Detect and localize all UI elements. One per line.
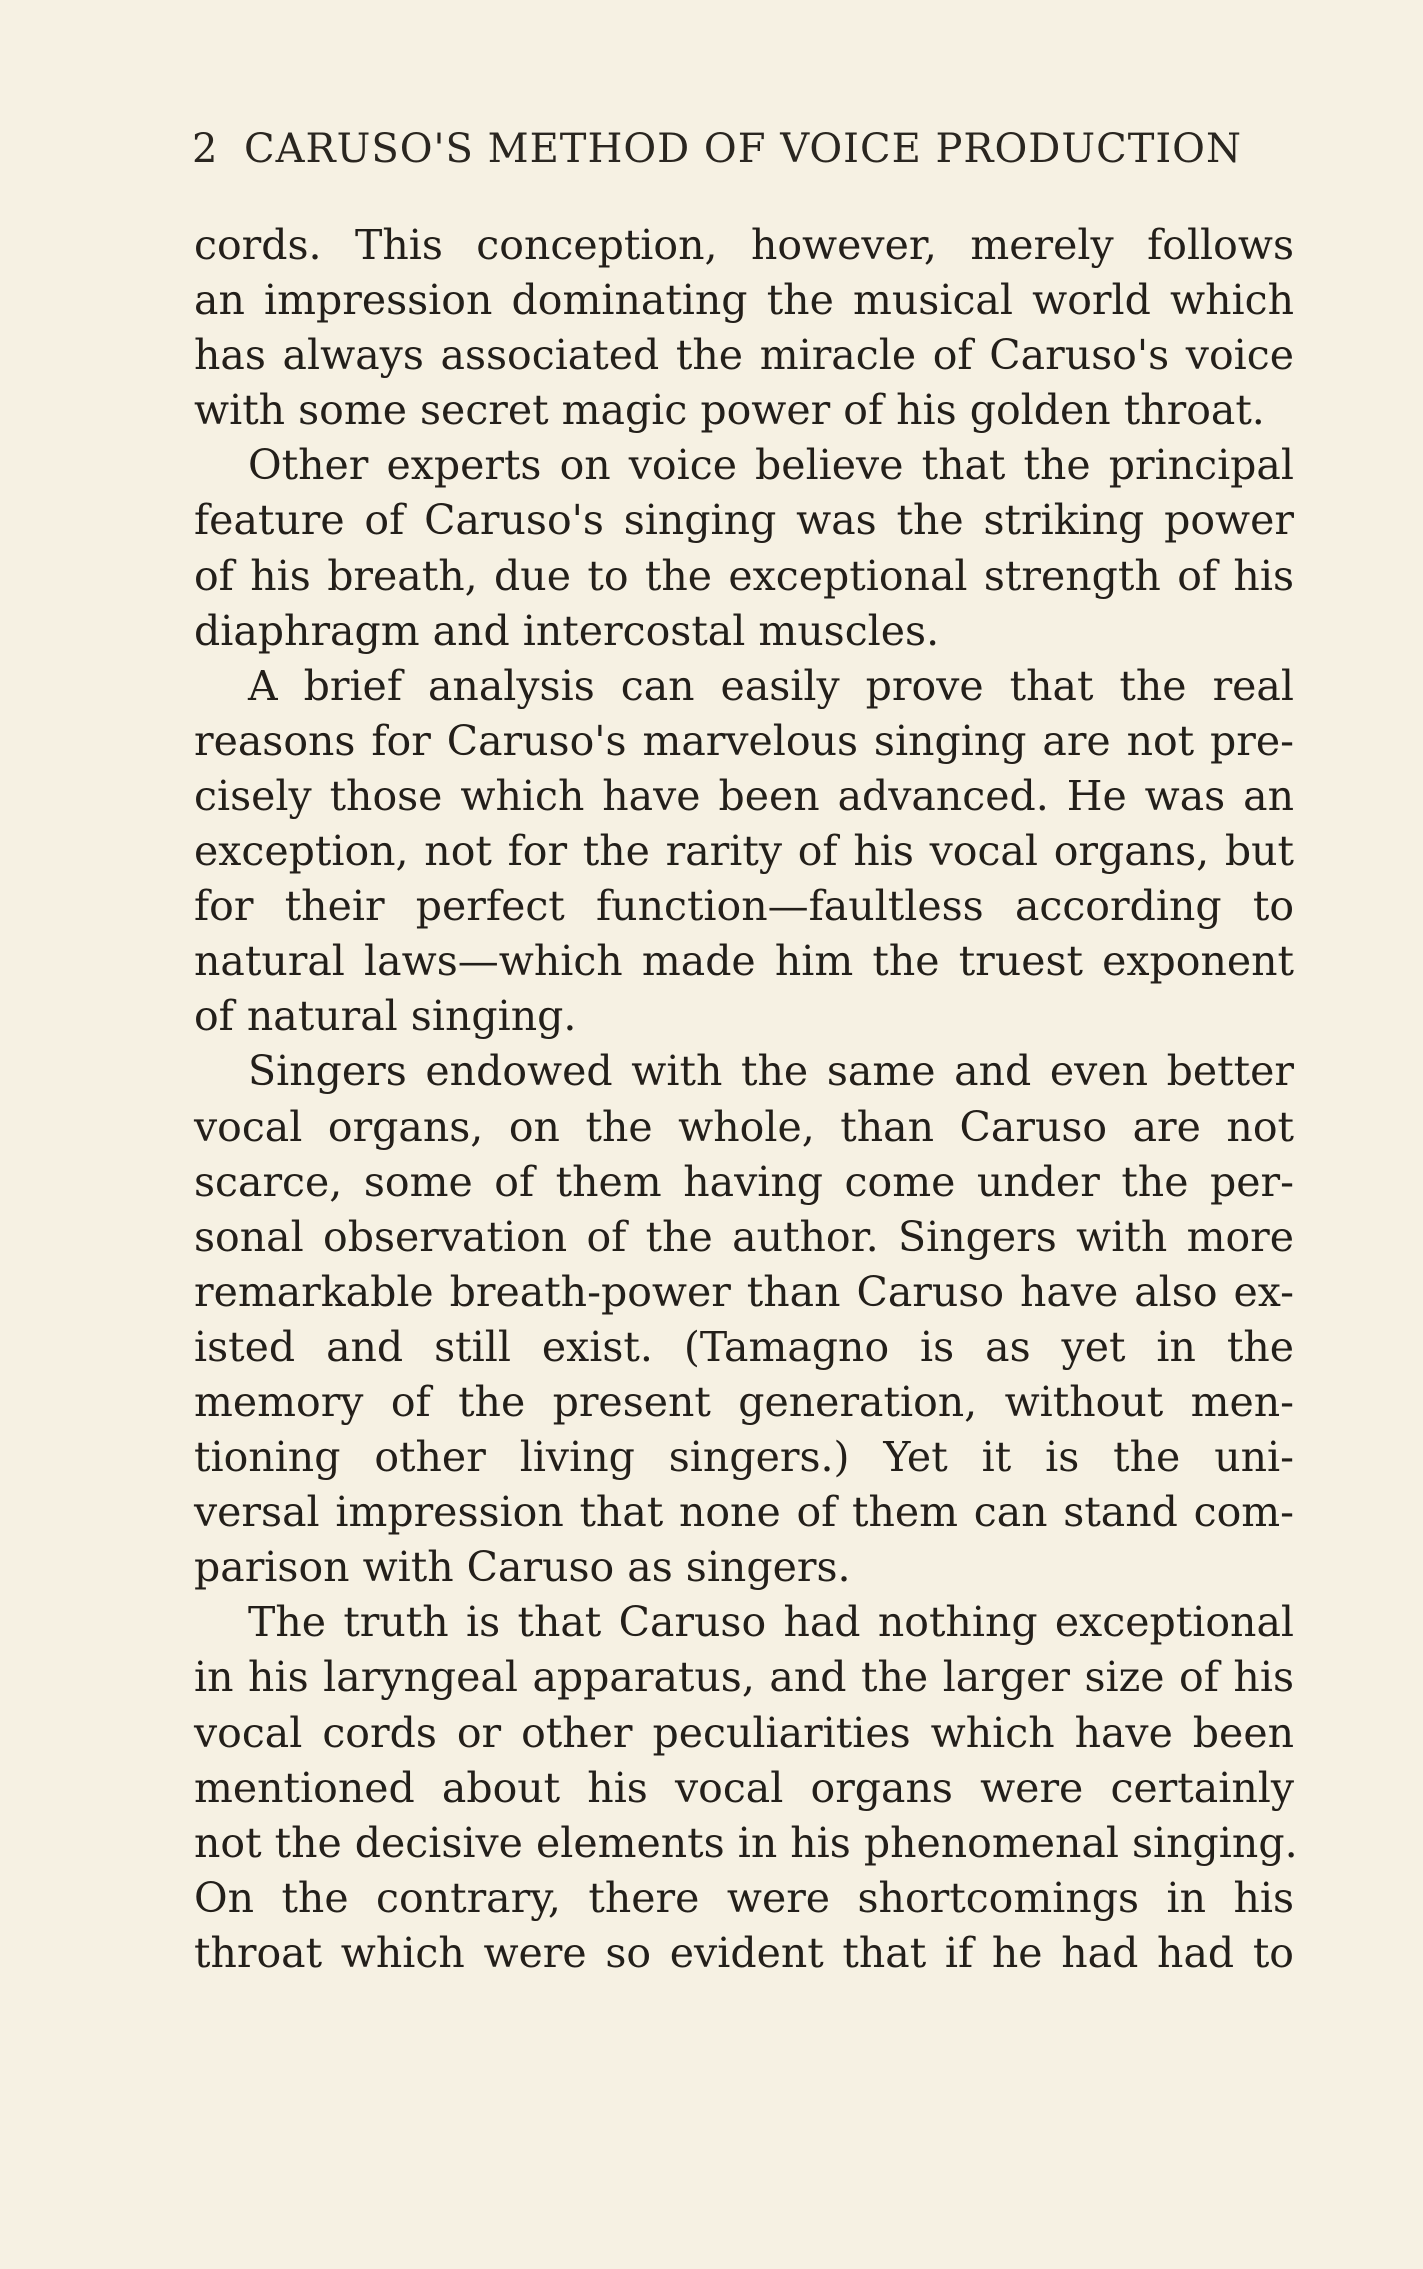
running-title: CARUSO'S METHOD OF VOICE PRODUCTION [244,126,1242,172]
text-line: cords. This conception, however, merely follows [194,221,1294,269]
text-line: throat which were so evident that if he had had to [194,1928,1294,1977]
text-line: Singers endowed with the same and even better [248,1047,1294,1096]
page-number: 2 [192,126,219,172]
body-text [194,218,1298,1981]
text-line: vocal cords or other peculiarities which have been [194,1708,1294,1757]
text-line: exception, not for the rarity of his vocal organs, but [194,827,1294,876]
text-line: parison with Caruso as singers. [194,1543,851,1592]
text-line: diaphragm and intercostal muscles. [194,606,940,655]
text-line: versal impression that none of them can stand com- [194,1488,1294,1537]
text-line: memory of the present generation, without men- [194,1377,1294,1426]
text-line: tioning other living singers.) Yet it is the uni- [194,1433,1294,1482]
text-line: for their perfect function—faultless according to [194,882,1294,931]
text-line: in his laryngeal apparatus, and the larger size of his [194,1653,1294,1702]
text-line: not the decisive elements in his phenomenal singing. [194,1818,1298,1867]
text-line: mentioned about his vocal organs were certainly [194,1763,1294,1812]
text-line: scarce, some of them having come under the per- [194,1157,1294,1206]
text-line: with some secret magic power of his golden throat. [194,386,1265,435]
text-line: of his breath, due to the exceptional strength of his [194,551,1294,600]
text-line: isted and still exist. (Tamagno is as yet in the [194,1322,1294,1371]
text-line: reasons for Caruso's marvelous singing are not pre- [194,716,1294,765]
text-line: On the contrary, there were shortcomings in his [194,1873,1294,1922]
text-line: cisely those which have been advanced. He was an [194,771,1294,820]
text-line: has always associated the miracle of Caruso's voice [194,331,1294,380]
text-line: feature of Caruso's singing was the striking power [194,496,1294,545]
text-line: remarkable breath-power than Caruso have also ex- [194,1267,1294,1316]
text-line: Other experts on voice believe that the principal [248,441,1294,490]
text-line: The truth is that Caruso had nothing exceptional [248,1598,1294,1647]
text-line: natural laws—which made him the truest exponent [194,937,1294,986]
text-line: A brief analysis can easily prove that the real [248,661,1294,710]
text-line: vocal organs, on the whole, than Caruso are not [194,1102,1294,1151]
text-line: of natural singing. [194,992,577,1041]
text-line: sonal observation of the author. Singers with more [194,1212,1294,1261]
text-line: an impression dominating the musical world which [194,276,1294,325]
running-head [192,126,1292,186]
